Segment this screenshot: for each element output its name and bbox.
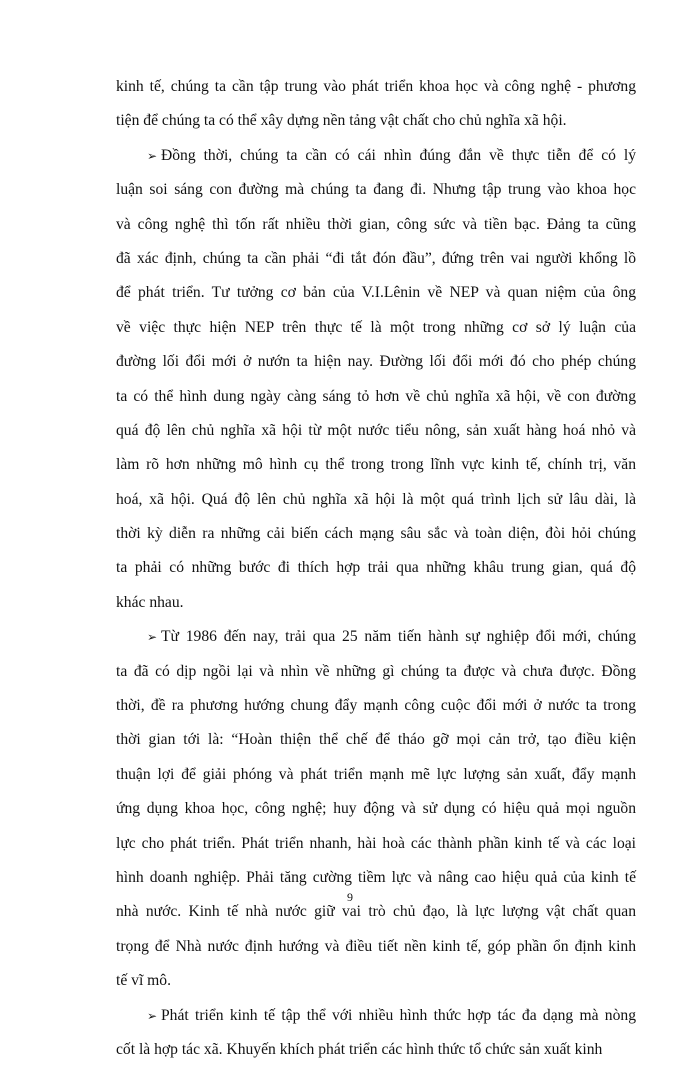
line-text: thời, đề ra phương hướng chung đẩy mạnh công cuộc đổi mới ở nước ta trong <box>116 697 636 715</box>
page-number: 9 <box>347 890 353 904</box>
line-text: Đồng thời, chúng ta cần có cái nhìn đúng đắn về thực tiễn để có lý <box>161 146 636 164</box>
line-text: Từ 1986 đến nay, trải qua 25 năm tiến hành sự nghiệp đổi mới, chúng <box>161 628 636 646</box>
text-line <box>116 173 636 207</box>
line-text: ứng dụng khoa học, công nghệ; huy động và sử dụng có hiệu quả mọi nguồn <box>116 800 636 818</box>
line-text: ta đã có dịp ngồi lại và nhìn về những gì chúng ta được và chưa được. Đồng <box>116 662 636 680</box>
line-text: về việc thực hiện NEP trên thực tế là một trong những cơ sở lý luận của <box>116 318 636 336</box>
line-text: và công nghệ thì tốn rất nhiều thời gian, công sức và tiền bạc. Đảng ta cũng <box>116 215 636 233</box>
line-text: làm rõ hơn những mô hình cụ thể trong trong lĩnh vực kinh tế, chính trị, văn <box>116 456 636 474</box>
line-text: cốt là hợp tác xã. Khuyến khích phát triển các hình thức tổ chức sản xuất kinh <box>116 1040 603 1058</box>
text-line <box>116 483 636 517</box>
line-text: đã xác định, chúng ta cần phải “đi tắt đón đầu”, đứng trên vai người khổng lồ <box>116 249 636 267</box>
text-line <box>116 620 636 654</box>
text-line <box>116 758 636 792</box>
paragraph <box>116 70 636 139</box>
line-text: luận soi sáng con đường mà chúng ta đang đi. Nhưng tập trung vào khoa học <box>116 181 636 199</box>
line-text: khác nhau. <box>116 593 184 611</box>
text-line <box>116 827 636 861</box>
line-text: ta phải có những bước đi thích hợp trải qua những khâu trung gian, quá độ <box>116 559 636 577</box>
line-text: nhà nước. Kinh tế nhà nước giữ vai trò chủ đạo, là lực lượng vật chất quan <box>116 903 636 921</box>
text-line <box>116 930 636 964</box>
text-line <box>116 311 636 345</box>
text-line <box>116 139 636 173</box>
arrow-bullet-icon: ➢ <box>147 630 158 645</box>
text-line <box>116 964 636 998</box>
text-line <box>116 655 636 689</box>
text-line <box>116 242 636 276</box>
line-text: đường lối đổi mới ở nướn ta hiện nay. Đường lối đổi mới đó cho phép chúng <box>116 353 636 371</box>
line-text: thời kỳ diễn ra những cải biến cách mạng sâu sắc và toàn diện, đòi hỏi chúng <box>116 525 636 543</box>
paragraph <box>116 139 636 620</box>
paragraph <box>116 620 636 998</box>
line-text: kinh tế, chúng ta cần tập trung vào phát triển khoa học và công nghệ - phương <box>116 78 636 95</box>
arrow-bullet-icon: ➢ <box>147 1008 158 1023</box>
line-text: để phát triển. Tư tưởng cơ bản của V.I.Lênin về NEP và quan niệm của ông <box>116 284 636 302</box>
text-line <box>116 70 636 104</box>
text-line <box>116 999 636 1033</box>
document-body <box>116 70 636 1067</box>
text-line <box>116 551 636 585</box>
text-line <box>116 689 636 723</box>
text-line <box>116 723 636 757</box>
text-line <box>116 345 636 379</box>
line-text: tiện để chúng ta có thể xây dựng nền tảng vật chất cho chủ nghĩa xã hội. <box>116 112 567 130</box>
text-line <box>116 448 636 482</box>
text-line <box>116 104 636 138</box>
text-line <box>116 586 636 620</box>
text-line <box>116 517 636 551</box>
text-line <box>116 414 636 448</box>
text-line <box>116 792 636 826</box>
line-text: hoá, xã hội. Quá độ lên chủ nghĩa xã hội là một quá trình lịch sử lâu dài, là <box>116 490 636 508</box>
text-line <box>116 208 636 242</box>
text-line <box>116 1033 636 1067</box>
arrow-bullet-icon: ➢ <box>147 148 158 163</box>
line-text: thuận lợi để giải phóng và phát triển mạnh mẽ lực lượng sản xuất, đẩy mạnh <box>116 765 636 783</box>
line-text: Phát triển kinh tế tập thể với nhiều hình thức hợp tác đa dạng mà nòng <box>161 1006 636 1024</box>
text-line <box>116 276 636 310</box>
line-text: trọng để Nhà nước định hướng và điều tiết nền kinh tế, góp phần ổn định kinh <box>116 937 636 955</box>
paragraph <box>116 999 636 1067</box>
line-text: lực cho phát triển. Phát triển nhanh, hài hoà các thành phần kinh tế và các loại <box>116 834 636 852</box>
line-text: tế vĩ mô. <box>116 972 172 990</box>
line-text: ta có thể hình dung ngày càng sáng tỏ hơn về chủ nghĩa xã hội, về con đường <box>116 387 636 405</box>
line-text: thời gian tới là: “Hoàn thiện thể chế để tháo gỡ mọi cản trở, tạo điều kiện <box>116 731 636 749</box>
line-text: hình doanh nghiệp. Phải tăng cường tiềm lực và nâng cao hiệu quả của kinh tế <box>116 868 636 886</box>
text-line <box>116 380 636 414</box>
line-text: quá độ lên chủ nghĩa xã hội từ một nước tiểu nông, sản xuất hàng hoá nhỏ và <box>116 421 636 439</box>
